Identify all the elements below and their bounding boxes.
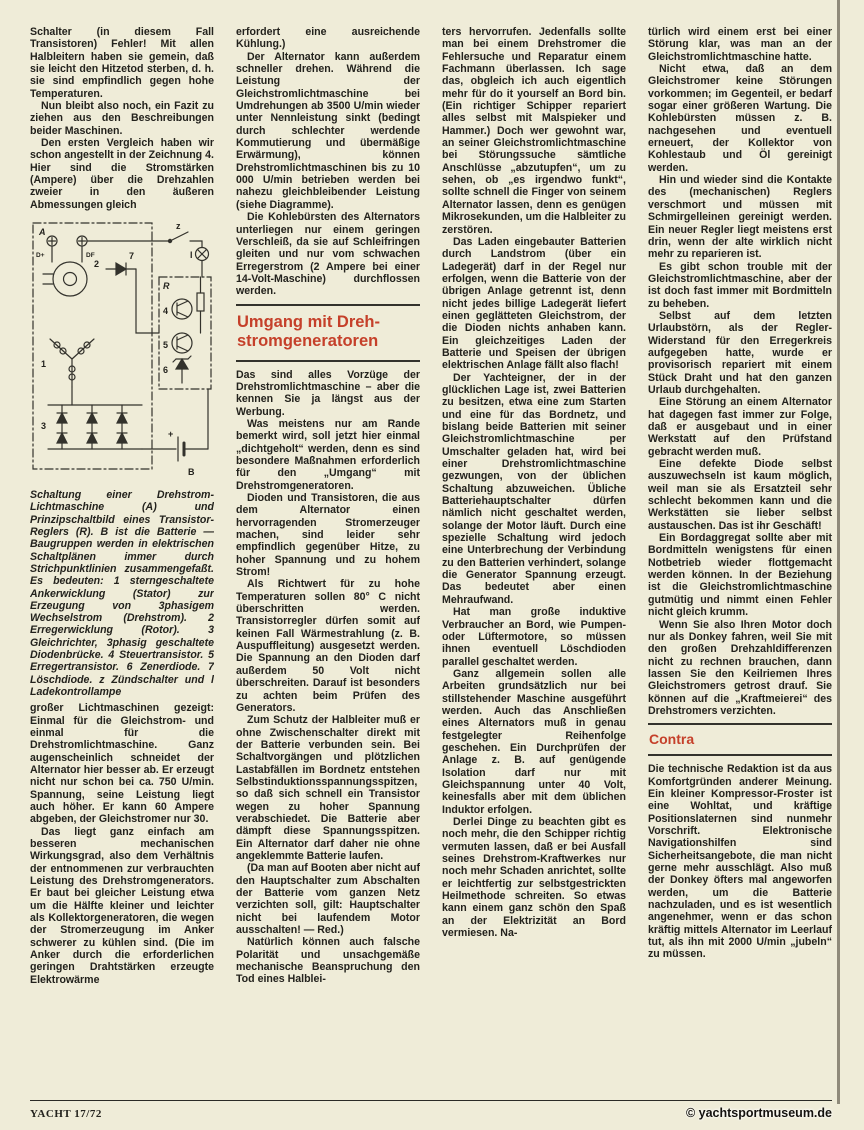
diagram-label-df: DF bbox=[86, 252, 95, 260]
watermark: © yachtsportmuseum.de bbox=[685, 1106, 832, 1120]
column-1-bottom-text bbox=[30, 702, 214, 986]
diagram-label-plus: + bbox=[168, 429, 174, 440]
paragraph: Die technische Redaktion ist da aus Komfortgründen anderer Meinung. Ein kleiner Kompressor-Froster ist eine Wohltat, und kräftige Positionslaternen sind nunmehr Vorschrift. Elektronische Navigationshilfen sind Sicherheitsangebote, die man nicht gerne mehr ausschlägt. Also muß der Donkey öfters mal angeworfen werden, um die Batterie nachzuladen, und es ist wesentlich angenehmer, wenn er das schon kräftig mittels Alternator im Leerlauf tut, als ihn mit 2000 U/min „jubeln“ zu müssen. bbox=[648, 763, 832, 961]
paragraph: Hin und wieder sind die Kontakte des (mechanischen) Reglers verschmort und müssen mit Schmirgelleinen gereinigt werden. Ein neuer Regler liegt meistens erst drin, wenn der alte wirklich nicht mehr zu reparieren ist. bbox=[648, 174, 832, 261]
paragraph: Was meistens nur am Rande bemerkt wird, soll jetzt hier einmal „dichtgeholt“ werden, denn es sind besondere Maßnahmen erforderlich für den „Umgang“ mit Drehstromgeneratoren. bbox=[236, 417, 420, 492]
paragraph: Ein Bordaggregat sollte aber mit Bordmitteln wenigstens für einen Notbetrieb wieder flottgemacht werden können. In der Beziehung ist die Gleichstromlichtmaschine gutmütig und nimmt einen Fehler nicht gleich krumm. bbox=[648, 532, 832, 619]
section-heading-contra bbox=[648, 723, 832, 756]
paragraph: Das sind alles Vorzüge der Drehstromlichtmaschine – aber die kennen Sie ja längst aus der Werbung. bbox=[236, 368, 420, 418]
paragraph: Den ersten Vergleich haben wir schon angestellt in der Zeichnung 4. Hier sind die Stromstärken (Ampere) über die Drehzahlen zweier in den äußeren Abmessungen gleich bbox=[30, 137, 214, 211]
column-4-top-text bbox=[648, 26, 832, 717]
loeschdiode-symbol bbox=[116, 263, 126, 275]
column-2 bbox=[236, 26, 420, 1100]
column-4 bbox=[648, 26, 832, 1100]
paragraph: Wenn Sie also Ihren Motor doch nur als Donkey fahren, weil Sie mit den großen Drehzahldifferenzen nicht zu rechnen brauchen, dann lassen Sie den Keilriemen Ihres Gleichstromers getrost drauf. Sie können auf die „Kraftmeierei“ des Drehstromers verzichten. bbox=[648, 618, 832, 717]
paragraph: Zum Schutz der Halbleiter muß er ohne Zwischenschalter direkt mit der Batterie verbunden sein. Bei Schaltvorgängen und plötzlichen Lastabfällen im Bordnetz entstehen Selbstinduktionsspannungsspitzen, so daß sich schnell ein Transistor wegen zu hoher Spannung verabschiedet. Die Batterie aber dämpft diese Spannungsspitzen. Ein Alternator darf daher nie ohne angeklemmte Batterie laufen. bbox=[236, 714, 420, 862]
paragraph: Natürlich können auch falsche Polarität und unsachgemäße mechanische Beanspruchung den Tod eines Halblei- bbox=[236, 936, 420, 986]
paragraph: Schalter (in diesem Fall Transistoren) Fehler! Mit allen Halbleitern haben sie gemein, daß sie leicht den Hitzetod sterben, d. h. sie sind empfindlich gegen hohe Temperaturen. bbox=[30, 26, 214, 100]
diagram-label-5: 5 bbox=[163, 340, 169, 351]
circuit-diagram-svg bbox=[30, 217, 214, 479]
paragraph: Die Kohlebürsten des Alternators unterliegen nur einem geringen Verschleiß, da sie auf Schleifringen gleiten und nur vom schwachen Erregerstrom (2 Ampere bei einer 14-Volt-Maschine) durchflossen werden. bbox=[236, 211, 420, 298]
circuit-lines bbox=[33, 223, 211, 469]
diagram-label-b: B bbox=[188, 467, 195, 478]
diagram-label-3: 3 bbox=[41, 421, 47, 432]
column-3-text bbox=[442, 26, 626, 939]
resistor-symbol bbox=[197, 293, 204, 311]
section-heading-umgang bbox=[236, 304, 420, 362]
paragraph: ters hervorrufen. Jedenfalls sollte man bei einem Drehstromer die Fehlersuche und Reparatur einem Fachmann überlassen. Ich sage das, obgleich ich auch eigentlich mehr für do it yourself an Bord bin. (Ein richtiger Schipper repariert alles selbst mit Malspieker und Hammer.) Doch wer gewohnt war, an seiner Gleichstromlichtmaschine bei Störungssuche sämtliche Anschlüsse „abzutupfen“, um zu sehen, ob „es irgendwo funkt“, sollte schnell die Finger von seinem Alternator lassen, denn es genügen Mikrosekunden, um die Halbleiter zu zerstören. bbox=[442, 26, 626, 236]
paragraph: Derlei Dinge zu beachten gibt es noch mehr, die den Schipper richtig vermuten lassen, daß er bei Ausfall seines Drehstrom-Kraftwerkes nur noch mehr Schaden anrichtet, sollte er leichtfertig zur selbstgestrickten Heilmethode schreiten. So etwas kann einem ganz schön den Spaß an der Elektrizität an Bord vermiesen. Na- bbox=[442, 816, 626, 940]
column-2-top-text bbox=[236, 26, 420, 298]
column-1 bbox=[30, 26, 214, 1100]
diagram-label-a: A bbox=[39, 227, 46, 238]
paragraph: Es gibt schon trouble mit der Gleichstromlichtmaschine, aber der ist doch fast immer mit Bordmitteln zu beheben. bbox=[648, 260, 832, 310]
transistor5-symbol bbox=[172, 333, 192, 353]
paragraph: Das liegt ganz einfach am besseren mechanischen Wirkungsgrad, also dem Verhältnis der entnommenen zur verbrauchten Leistung des Drehstromgenerators. Er baut bei gleicher Leistung etwa um die Hälfte kleiner und leichter als Kollektorgeneratoren, die wegen der Stromerzeugung im Anker schwerer zu kühlen sind. (Die im Anker durch die erforderlichen geringen Drahtstärken erzeugte Elektrowärme bbox=[30, 825, 214, 986]
paragraph: Selbst auf dem letzten Urlaubstörn, als der Regler-Widerstand für den Erregerkreis aufgegeben hatte, wurde er provisorisch repariert mit einem Stück Draht und hat den ganzen Urlaub durchgehalten. bbox=[648, 309, 832, 396]
zener-symbol bbox=[176, 359, 188, 369]
paragraph: Der Alternator kann außerdem schneller drehen. Während die Leistung der Gleichstromlichtmaschine bei Umdrehungen ab 3500 U/min wieder unter Nennleistung sinkt (bedingt durch schlechter werdende Kommutierung und übermäßige Erwärmung), können Drehstromlichtmaschinen bis zu 10 000 U/min betrieben werden bei nahezu gleichbleibender Leistung (siehe Diagramme). bbox=[236, 50, 420, 211]
column-1-top-text bbox=[30, 26, 214, 211]
paragraph: Eine Störung an einem Alternator hat dagegen fast immer zur Folge, daß er ausgebaut und in einer Werkstatt auf den Prüfstand gebracht werden muß. bbox=[648, 396, 832, 458]
transistor4-symbol bbox=[172, 299, 192, 319]
paragraph: (Da man auf Booten aber nicht auf den Hauptschalter zum Abschalten der Batterie vom ganzen Netz verzichten soll, gilt: Hauptschalter nicht bei laufendem Motor ausschalten! — Red.) bbox=[236, 862, 420, 937]
heading-line-1: Umgang mit Dreh- bbox=[237, 312, 381, 331]
diagram-label-6: 6 bbox=[163, 365, 169, 376]
rotor-symbol bbox=[53, 262, 87, 296]
diagram-label-1: 1 bbox=[41, 359, 47, 370]
paragraph: Der Yachteigner, der in der glücklichen Lage ist, zwei Batterien zu besitzen, etwa eine zum Starten und eine für das Bordnetz, und bislang beide Batterien mit seiner Gleichstromlichtmaschine per Umschalter geladen hat, wird bei einer Drehstromlichtmaschine gezwungen, von der üblichen Schaltung abzuweichen. Übliche Batteriehauptschalter dürfen nämlich nicht geschaltet werden, solange der Motor läuft. Durch eine spezielle Schaltung wird jedoch eine Unterbrechung der Verbindung zu den Batterien verhindert, solange die Generator Spannung erzeugt. Das bedeutet aber einen Mehraufwand. bbox=[442, 371, 626, 606]
diagram-label-7: 7 bbox=[129, 251, 135, 262]
page-edge-line bbox=[837, 0, 840, 1104]
diagram-label-dplus: D+ bbox=[36, 252, 45, 260]
column-2-bottom-text bbox=[236, 369, 420, 986]
paragraph: erfordert eine ausreichende Kühlung.) bbox=[236, 26, 420, 51]
diagram-label-4: 4 bbox=[163, 306, 169, 317]
column-3 bbox=[442, 26, 626, 1100]
magazine-issue: YACHT 17/72 bbox=[30, 1108, 102, 1120]
paragraph: Hat man große induktive Verbraucher an Bord, wie Pumpen- oder Lüftermotore, so müssen ihnen eventuell Löschdioden parallel geschaltet werden. bbox=[442, 606, 626, 668]
circuit-diagram bbox=[30, 217, 214, 484]
heading-line-2: stromgeneratoren bbox=[237, 331, 379, 350]
footer bbox=[30, 1100, 832, 1120]
heading-contra-text: Contra bbox=[649, 731, 695, 748]
paragraph: großer Lichtmaschinen gezeigt: Einmal für die Gleichstrom- und einmal für die Drehstromlichtmaschine. Ganz augenscheinlich schneidet der Alternator hier besser ab. Er erzeugt nicht nur schon bei ca. 750 U/min. Spannung, seine Leistung liegt auch höher. Er kann 60 Ampere abgeben, der Gleichstromer nur 30. bbox=[30, 702, 214, 826]
paragraph: türlich wird einem erst bei einer Störung klar, was man an der Gleichstromlichtmaschine hatte. bbox=[648, 26, 832, 63]
switch-symbol bbox=[170, 232, 188, 241]
paragraph: Nun bleibt also noch, ein Fazit zu ziehen aus den Beschreibungen beider Maschinen. bbox=[30, 100, 214, 137]
paragraph: Dioden und Transistoren, die aus dem Alternator einen hervorragenden Stromerzeuger machen, sind leider sehr empfindlich gegenüber Hitze, zu hoher Spannung und zu hohem Strom! bbox=[236, 492, 420, 579]
diagram-label-2: 2 bbox=[94, 259, 100, 270]
diagram-label-l: l bbox=[190, 250, 193, 261]
paragraph: Nicht etwa, daß an dem Gleichstromer keine Störungen vorkommen; im Gegenteil, er bedarf sogar einer größeren Wartung. Die Kohlebürsten müssen z. B. nachgesehen und eventuell erneuert, der Kollektor von Kohlestaub und Öl gereinigt werden. bbox=[648, 63, 832, 174]
paragraph: Eine defekte Diode selbst auszuwechseln ist kaum möglich, weil man sie als Ersatzteil sehr schlecht bekommen kann und die Werkstätten sie lieber selbst austauschen. Das ist ihr Geschäft! bbox=[648, 458, 832, 532]
paragraph: Als Richtwert für zu hohe Temperaturen sollen 80° C nicht überschritten werden. Transistorregler dürfen somit auf keinen Fall Wärmestrahlung (z. B. Auspuffleitung) ausgesetzt werden. Die Spannung an den Dioden darf außerdem 50 Volt nicht überschreiten. Darauf ist besonders zu achten beim Prüfen des Generators. bbox=[236, 578, 420, 714]
paragraph: Ganz allgemein sollen alle Arbeiten grundsätzlich nur bei stillstehender Maschine ausgeführt werden. Auch das Anschließen eines Alternators muß in genau festgelegter Reihenfolge geschehen. Ein Durchprüfen der Anlage z. B. auf genügende Isolation darf nur mit Gleichspannung unter 40 Volt, keinesfalls aber mit dem üblichen Induktor erfolgen. bbox=[442, 667, 626, 816]
figure-caption: Schaltung einer Drehstrom-Lichtmaschine (A) und Prinzipschaltbild eines Transistor-Reglers (R). B ist die Batterie — Baugruppen werden in elektrischen Schaltplänen immer durch Strichpunktlinien zusammengefaßt. Es bedeuten: 1 sterngeschaltete Ankerwicklung (Stator) zur Erzeugung von 3phasigem Wechselstrom (Drehstrom). 2 Erregerwicklung (Rotor). 3 Gleichrichter, 3phasig geschaltete Diodenbrücke. 4 Steuertransistor. 5 Erregertransistor. 6 Zenerdiode. 7 Löschdiode. z Zündschalter und l Ladekontrollampe bbox=[30, 489, 214, 698]
paragraph: Das Laden eingebauter Batterien durch Landstrom (über ein Ladegerät) darf in der Regel nur erfolgen, wenn die Batterie von der übrigen Anlage getrennt ist, denn nicht jedes billige Ladegerät liefert einen geglätteten Gleichstrom, der die Dioden nichts anhaben kann. Ein gleichzeitiges Laden der Batterie und Speisen der übrigen elektrischen Anlage fällt also flach! bbox=[442, 235, 626, 372]
diagram-label-r: R bbox=[163, 281, 170, 292]
diagram-label-z: z bbox=[176, 221, 181, 232]
column-4-bottom-text bbox=[648, 763, 832, 961]
